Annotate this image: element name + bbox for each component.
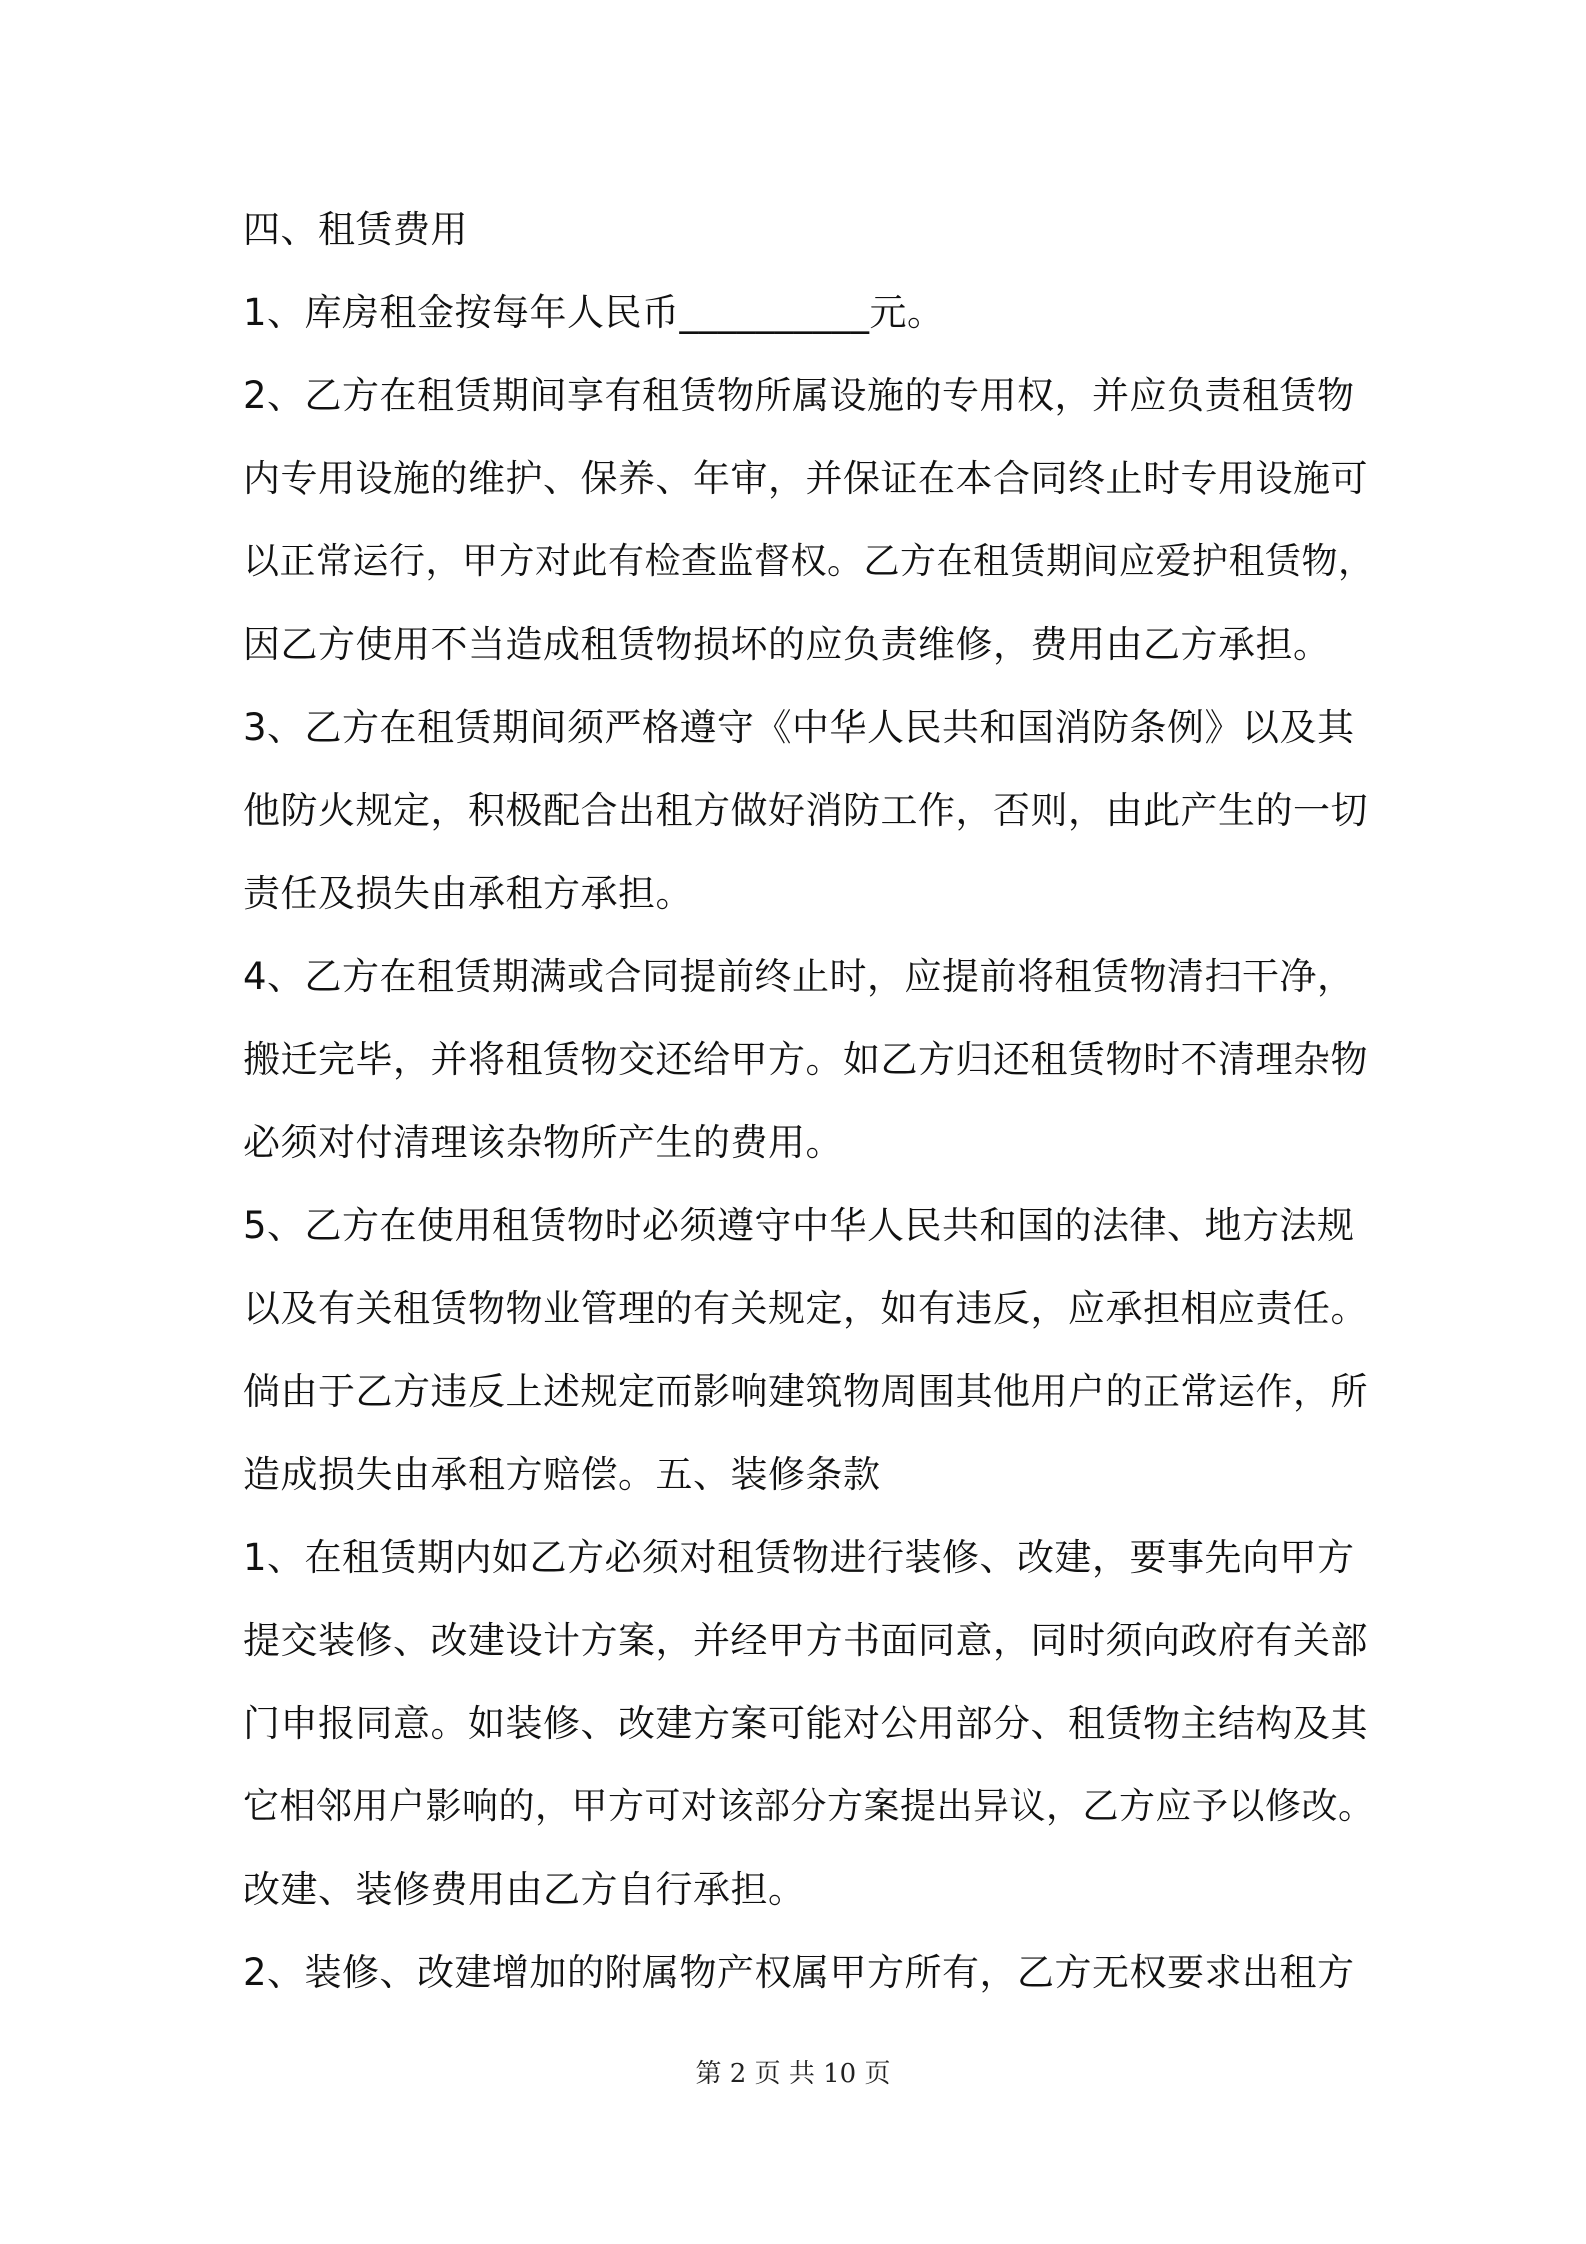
text-line: 它相邻用户影响的，甲方可对该部分方案提出异议，乙方应予以修改。 — [243, 1786, 1375, 1827]
text-line: 搬迁完毕，并将租赁物交还给甲方。如乙方归还租赁物时不清理杂物 — [243, 1038, 1368, 1081]
text-line: 2、乙方在租赁期间享有租赁物所属设施的专用权，并应负责租赁物 — [243, 374, 1355, 417]
text-line: 造成损失由承租方赔偿。五、装修条款 — [243, 1453, 881, 1496]
text-line: 因乙方使用不当造成租赁物损坏的应负责维修，费用由乙方承担。 — [243, 623, 1331, 666]
text-line: 以正常运行，甲方对此有检查监督权。乙方在租赁期间应爱护租赁物， — [243, 541, 1375, 582]
page-number-footer: 第 2 页 共 10 页 — [695, 2059, 891, 2089]
section-heading-rental-fees: 四、租赁费用 — [243, 208, 468, 251]
text-line: 责任及损失由承租方承担。 — [243, 872, 693, 915]
text-line: 以及有关租赁物物业管理的有关规定，如有违反，应承担相应责任。 — [243, 1287, 1368, 1330]
text-line: 3、乙方在租赁期间须严格遵守《中华人民共和国消防条例》以及其 — [243, 706, 1355, 749]
text-line: 1、在租赁期内如乙方必须对租赁物进行装修、改建，要事先向甲方 — [243, 1536, 1355, 1579]
text-line: 5、乙方在使用租赁物时必须遵守中华人民共和国的法律、地方法规 — [243, 1204, 1355, 1247]
text-line: 门申报同意。如装修、改建方案可能对公用部分、租赁物主结构及其 — [243, 1702, 1368, 1745]
text-line: 内专用设施的维护、保养、年审，并保证在本合同终止时专用设施可 — [243, 457, 1368, 500]
text-line: 必须对付清理该杂物所产生的费用。 — [243, 1121, 843, 1164]
text-line: 倘由于乙方违反上述规定而影响建筑物周围其他用户的正常运作，所 — [243, 1370, 1368, 1413]
text-line: 1、库房租金按每年人民币__________元。 — [243, 291, 945, 334]
text-line: 4、乙方在租赁期满或合同提前终止时，应提前将租赁物清扫干净， — [243, 955, 1355, 998]
text-line: 改建、装修费用由乙方自行承担。 — [243, 1868, 806, 1911]
text-line: 他防火规定，积极配合出租方做好消防工作，否则，由此产生的一切 — [243, 789, 1368, 832]
text-line: 提交装修、改建设计方案，并经甲方书面同意，同时须向政府有关部 — [243, 1619, 1368, 1662]
text-line: 2、装修、改建增加的附属物产权属甲方所有，乙方无权要求出租方 — [243, 1951, 1355, 1994]
